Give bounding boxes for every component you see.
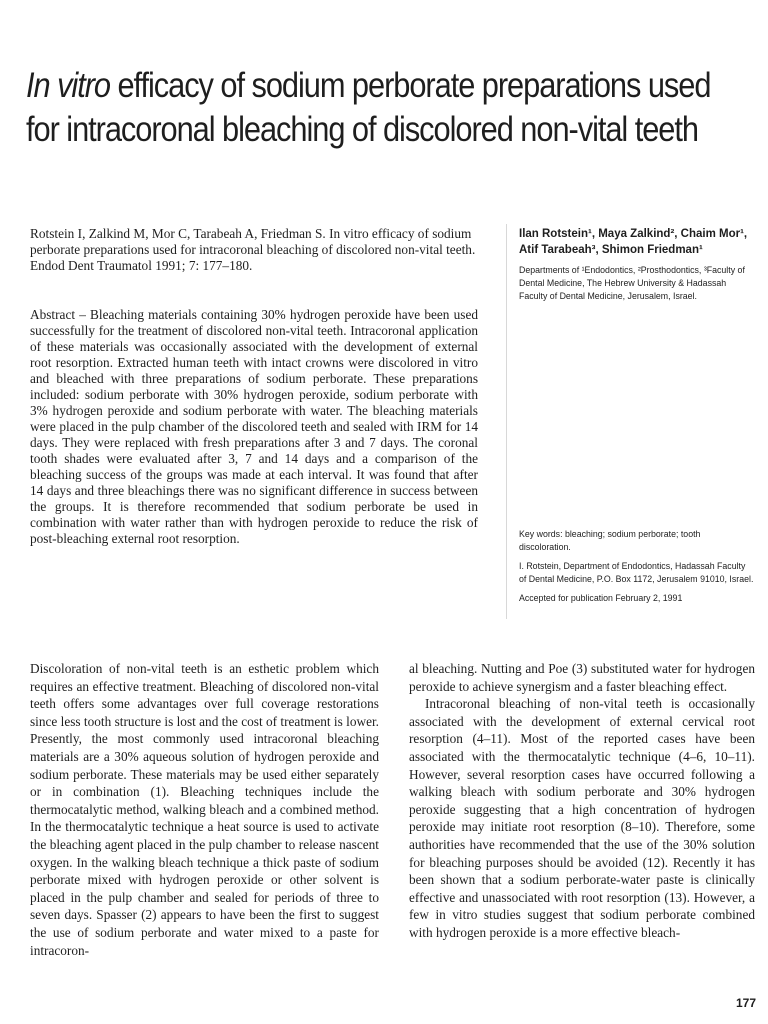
correspondence: I. Rotstein, Department of Endodontics, Hadassah Faculty of Dental Medicine, P.O. Box 1172, Jerusalem 91010, Israel. bbox=[519, 561, 754, 584]
body-column-left: Discoloration of non-vital teeth is an esthetic problem which requires an effective treatment. Bleaching of discolored non-vital teeth offers some advantages over full coverage restorations since less tooth structure is lost and the cost of treatment is lower. Presently, the most commonly used intracoronal bleaching materials are a 30% aqueous solution of hydrogen peroxide and sodium perborate. These materials may be used either separately or in combination (1). Bleaching techniques include the thermocatalytic method, walking bleach and a combined method. In the thermocatalytic technique a heat source is used to activate the bleaching agent placed in the pulp chamber to release nascent oxygen. In the walking bleach technique a thick paste of sodium perborate mixed with hydrogen peroxide or other solvent is placed in the pulp chamber and sealed for periods of three to seven days. Spasser (2) appears to have been the first to suggest the use of sodium perborate and water mixed to a paste for intracoron- bbox=[30, 661, 379, 958]
abstract: Abstract – Bleaching materials containing 30% hydrogen peroxide have been used successfully for the treatment of discolored non-vital teeth. Intracoronal application of these materials was occasionally associated with the development of external root resorption. Extracted human teeth with intact crowns were discolored in vitro and bleached with three preparations of sodium perborate. These preparations included: sodium perborate with 30% hydrogen peroxide, sodium perborate with 3% hydrogen peroxide and sodium perborate with water. The bleaching materials were placed in the pulp chamber of the discolored teeth and sealed with IRM for 14 days. They were replaced with fresh preparations after 3 and 7 days. The coronal tooth shades were evaluated after 3, 7 and 14 days and a comparison of the bleaching success of the groups was made at each interval. It was found that after 14 days and three bleachings there was no significant difference in success between the groups. It is therefore recommended that sodium perborate be used in combination with water rather than with hydrogen peroxide to reduce the risk of post-bleaching external root resorption. bbox=[30, 307, 478, 546]
authors: Ilan Rotstein¹, Maya Zalkind², Chaim Mor¹, Atif Tarabeah³, Shimon Friedman¹ bbox=[519, 228, 748, 256]
article-meta bbox=[519, 528, 754, 611]
title-rest: efficacy of sodium perborate preparations used for intracoronal bleaching of discolored non-vital teeth bbox=[26, 66, 711, 149]
accepted-date: Accepted for publication February 2, 1991 bbox=[519, 593, 683, 603]
affiliations: Departments of ¹Endodontics, ²Prosthodontics, ³Faculty of Dental Medicine, The Hebrew University & Hadassah Faculty of Dental Medicine, Jerusalem, Israel. bbox=[519, 265, 745, 301]
body-column-right bbox=[409, 660, 755, 942]
title-italic: In vitro bbox=[26, 66, 110, 105]
article-title bbox=[26, 64, 748, 152]
body-paragraph: al bleaching. Nutting and Poe (3) substituted water for hydrogen peroxide to achieve synergism and a faster bleaching effect. bbox=[409, 661, 755, 694]
keywords: Key words: bleaching; sodium perborate; tooth discoloration. bbox=[519, 529, 701, 552]
citation: Rotstein I, Zalkind M, Mor C, Tarabeah A, Friedman S. In vitro efficacy of sodium perborate preparations used for intracoronal bleaching of discolored non-vital teeth. Endod Dent Traumatol 1991; 7: 177–180. bbox=[30, 226, 476, 273]
body-paragraph: Intracoronal bleaching of non-vital teeth is occasionally associated with the development of external cervical root resorption (4–11). Most of the reported cases have been associated with the thermocatalytic technique (4–6, 10–11). However, several resorption cases have occurred following a walking bleach with sodium perborate and 30% hydrogen peroxide suggesting that a high concentration of hydrogen peroxide may initiate root resorption (8–10). Therefore, some authorities have recommended that the use of the 30% solution for bleaching purposes should be avoided (12). Recently it has been shown that a sodium perborate-water paste is clinically effective and unassociated with root resorption (13). However, a few in vitro studies suggest that sodium perborate combined with hydrogen peroxide is a more effective bleach- bbox=[409, 696, 755, 940]
column-divider bbox=[506, 224, 507, 619]
page-number: 177 bbox=[735, 996, 756, 1010]
